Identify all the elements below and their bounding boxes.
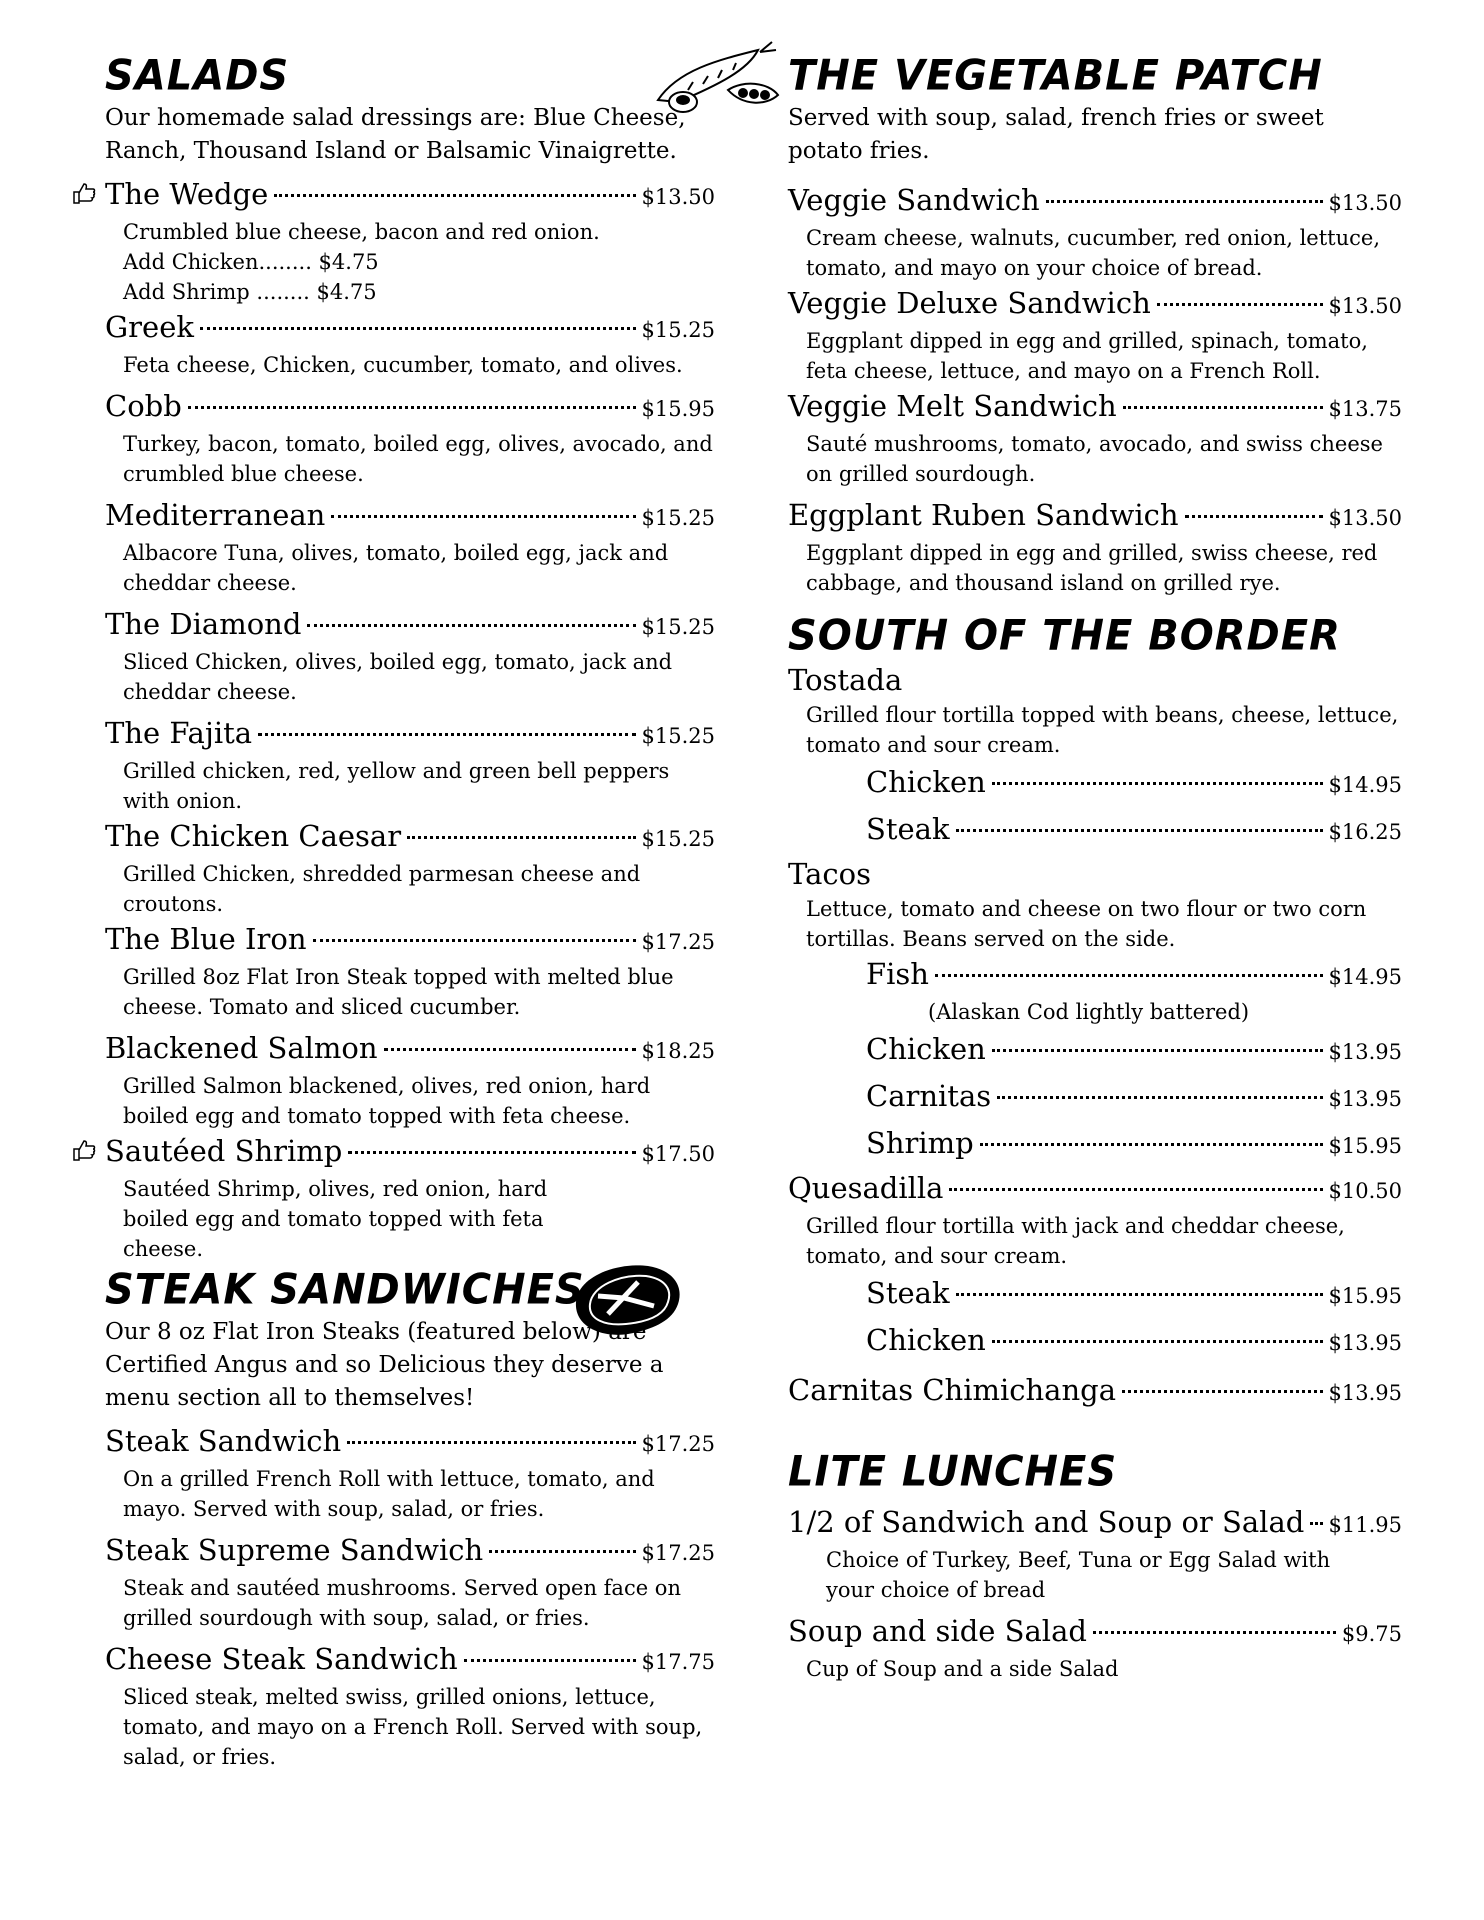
item-name: Carnitas Chimichanga [788, 1373, 1116, 1407]
option-name: Chicken [866, 1323, 986, 1357]
item-price: $17.50 [641, 1142, 715, 1166]
item-name: The Diamond [105, 607, 302, 641]
option-price: $13.95 [1328, 1331, 1402, 1355]
item-desc: Sliced Chicken, olives, boiled egg, tomato, jack and cheddar cheese. [123, 650, 673, 704]
veg-item [788, 386, 1402, 489]
tacos-name: Tacos [788, 857, 871, 891]
option-name: Chicken [866, 1032, 986, 1066]
option-name: Carnitas [866, 1079, 992, 1113]
item-desc: Grilled Salmon blackened, olives, red onion, hard boiled egg and tomato topped with feta cheese. [123, 1074, 651, 1128]
salad-item [105, 174, 715, 307]
salad-item [105, 307, 715, 380]
item-desc: Eggplant dipped in egg and grilled, swiss cheese, red cabbage, and thousand island on grilled rye. [806, 541, 1378, 595]
tostada-desc: Grilled flour tortilla topped with beans, cheese, lettuce, tomato and sour cream. [806, 703, 1399, 757]
veg-intro: Served with soup, salad, french fries or sweet potato fries. [788, 105, 1324, 164]
item-name: Mediterranean [105, 498, 326, 532]
item-desc: Sliced steak, melted swiss, grilled onions, lettuce, tomato, and mayo on a French Roll. Served with soup, salad, or fries. [123, 1685, 703, 1769]
item-price: $15.25 [641, 724, 715, 748]
item-name: The Chicken Caesar [105, 819, 402, 853]
item-price: $13.50 [1328, 191, 1402, 215]
right-column [788, 52, 1402, 1684]
tacos-option [788, 1027, 1402, 1074]
item-price: $15.95 [641, 397, 715, 421]
item-price: $13.95 [1328, 1381, 1402, 1405]
item-name: Cobb [105, 389, 182, 423]
item-desc: Cup of Soup and a side Salad [806, 1657, 1119, 1681]
item-name: Veggie Deluxe Sandwich [788, 286, 1151, 320]
item-name: Steak Sandwich [105, 1424, 342, 1458]
salad-item [105, 1131, 715, 1264]
item-name: Veggie Melt Sandwich [788, 389, 1117, 423]
item-name: Eggplant Ruben Sandwich [788, 498, 1179, 532]
item-name: Cheese Steak Sandwich [105, 1642, 458, 1676]
item-addon: Add Shrimp ........ $4.75 [123, 280, 377, 304]
salad-item [105, 816, 715, 919]
item-name: The Fajita [105, 716, 253, 750]
steak-item [105, 1530, 715, 1633]
steak-item [105, 1421, 715, 1524]
tacos-option [788, 1121, 1402, 1168]
item-name: Steak Supreme Sandwich [105, 1533, 484, 1567]
tostada-name: Tostada [788, 663, 903, 697]
item-desc: Sauté mushrooms, tomato, avocado, and swiss cheese on grilled sourdough. [806, 432, 1383, 486]
salad-item [105, 604, 715, 707]
steak-intro: Our 8 oz Flat Iron Steaks (featured below) are Certified Angus and so Delicious they deserve a menu section all to themselves! [105, 1319, 664, 1411]
option-name: Shrimp [866, 1126, 974, 1160]
item-name: Blackened Salmon [105, 1031, 378, 1065]
salad-item [105, 713, 715, 816]
veg-item [788, 180, 1402, 283]
item-name: The Wedge [105, 177, 269, 211]
item-desc: Turkey, bacon, tomato, boiled egg, olives, avocado, and crumbled blue cheese. [123, 432, 713, 486]
option-name: Chicken [866, 765, 986, 799]
item-price: $10.50 [1328, 1179, 1402, 1203]
item-name: Greek [105, 310, 194, 344]
item-desc: Grilled Chicken, shredded parmesan cheese and croutons. [123, 862, 641, 916]
item-price: $18.25 [641, 1039, 715, 1063]
item-price: $15.25 [641, 615, 715, 639]
veg-item [788, 283, 1402, 386]
item-price: $15.25 [641, 318, 715, 342]
item-price: $17.25 [641, 1541, 715, 1565]
item-price: $17.25 [641, 1432, 715, 1456]
thumbs-up-icon [71, 1137, 97, 1163]
item-price: $15.25 [641, 827, 715, 851]
item-desc: Grilled chicken, red, yellow and green bell peppers with onion. [123, 759, 670, 813]
tacos-option [788, 954, 1402, 1027]
item-desc: Grilled flour tortilla with jack and cheddar cheese, tomato, and sour cream. [806, 1214, 1345, 1268]
salad-item [105, 386, 715, 489]
item-price: $17.25 [641, 930, 715, 954]
item-desc: Choice of Turkey, Beef, Tuna or Egg Salad with your choice of bread [826, 1548, 1331, 1602]
quesadilla-option [788, 1271, 1402, 1318]
item-price: $13.50 [1328, 294, 1402, 318]
item-price: $9.75 [1341, 1622, 1402, 1646]
steak-item [105, 1639, 715, 1772]
option-note: (Alaskan Cod lightly battered) [928, 1000, 1250, 1024]
option-name: Steak [866, 1276, 950, 1310]
veg-title: THE VEGETABLE PATCH [788, 51, 1323, 101]
option-price: $14.95 [1328, 773, 1402, 797]
item-desc: Sautéed Shrimp, olives, red onion, hard boiled egg and tomato topped with feta cheese. [123, 1177, 548, 1261]
salads-intro: Our homemade salad dressings are: Blue Cheese, Ranch, Thousand Island or Balsamic Vinaigrette. [105, 105, 686, 164]
option-price: $15.95 [1328, 1284, 1402, 1308]
veg-item [788, 495, 1402, 598]
item-price: $13.50 [641, 185, 715, 209]
option-name: Fish [866, 957, 929, 991]
tostada-option [788, 760, 1402, 807]
item-desc: Cream cheese, walnuts, cucumber, red onion, lettuce, tomato, and mayo on your choice of bread. [806, 226, 1381, 280]
item-price: $13.50 [1328, 506, 1402, 530]
item-addon: Add Chicken........ $4.75 [123, 250, 379, 274]
lite-item [788, 1502, 1402, 1605]
item-desc: On a grilled French Roll with lettuce, tomato, and mayo. Served with soup, salad, or fries. [123, 1467, 655, 1521]
left-column [105, 52, 715, 1772]
item-price: $13.75 [1328, 397, 1402, 421]
item-desc: Feta cheese, Chicken, cucumber, tomato, and olives. [123, 353, 683, 377]
option-price: $14.95 [1328, 965, 1402, 989]
option-price: $16.25 [1328, 820, 1402, 844]
tacos-desc: Lettuce, tomato and cheese on two flour or two corn tortillas. Beans served on the side. [806, 897, 1367, 951]
steak-title: STEAK SANDWICHES [105, 1265, 585, 1315]
item-name: 1/2 of Sandwich and Soup or Salad [788, 1505, 1305, 1539]
item-desc: Crumbled blue cheese, bacon and red onion. [123, 220, 600, 244]
item-desc: Eggplant dipped in egg and grilled, spinach, tomato, feta cheese, lettuce, and mayo on a French Roll. [806, 329, 1368, 383]
item-name: Veggie Sandwich [788, 183, 1040, 217]
tostada-option [788, 807, 1402, 854]
item-name: The Blue Iron [105, 922, 307, 956]
lite-item [788, 1611, 1402, 1684]
thumbs-up-icon [71, 180, 97, 206]
item-desc: Steak and sautéed mushrooms. Served open face on grilled sourdough with soup, salad, or fries. [123, 1576, 681, 1630]
item-name: Sautéed Shrimp [105, 1134, 343, 1168]
item-price: $17.75 [641, 1650, 715, 1674]
option-price: $13.95 [1328, 1087, 1402, 1111]
tacos-option [788, 1074, 1402, 1121]
item-name: Soup and side Salad [788, 1614, 1087, 1648]
chimichanga-item [788, 1365, 1402, 1418]
option-price: $13.95 [1328, 1040, 1402, 1064]
salad-item [105, 919, 715, 1022]
option-price: $15.95 [1328, 1134, 1402, 1158]
lite-title: LITE LUNCHES [788, 1447, 1118, 1497]
quesadilla-option [788, 1318, 1402, 1365]
salad-item [105, 495, 715, 598]
option-name: Steak [866, 812, 950, 846]
salads-title: SALADS [105, 51, 290, 101]
item-desc: Albacore Tuna, olives, tomato, boiled egg, jack and cheddar cheese. [123, 541, 669, 595]
item-price: $15.25 [641, 506, 715, 530]
item-price: $11.95 [1328, 1513, 1402, 1537]
quesadilla-item [788, 1168, 1402, 1271]
salad-item [105, 1028, 715, 1131]
item-name: Quesadilla [788, 1171, 944, 1205]
item-desc: Grilled 8oz Flat Iron Steak topped with melted blue cheese. Tomato and sliced cucumber. [123, 965, 674, 1019]
south-title: SOUTH OF THE BORDER [788, 611, 1341, 661]
